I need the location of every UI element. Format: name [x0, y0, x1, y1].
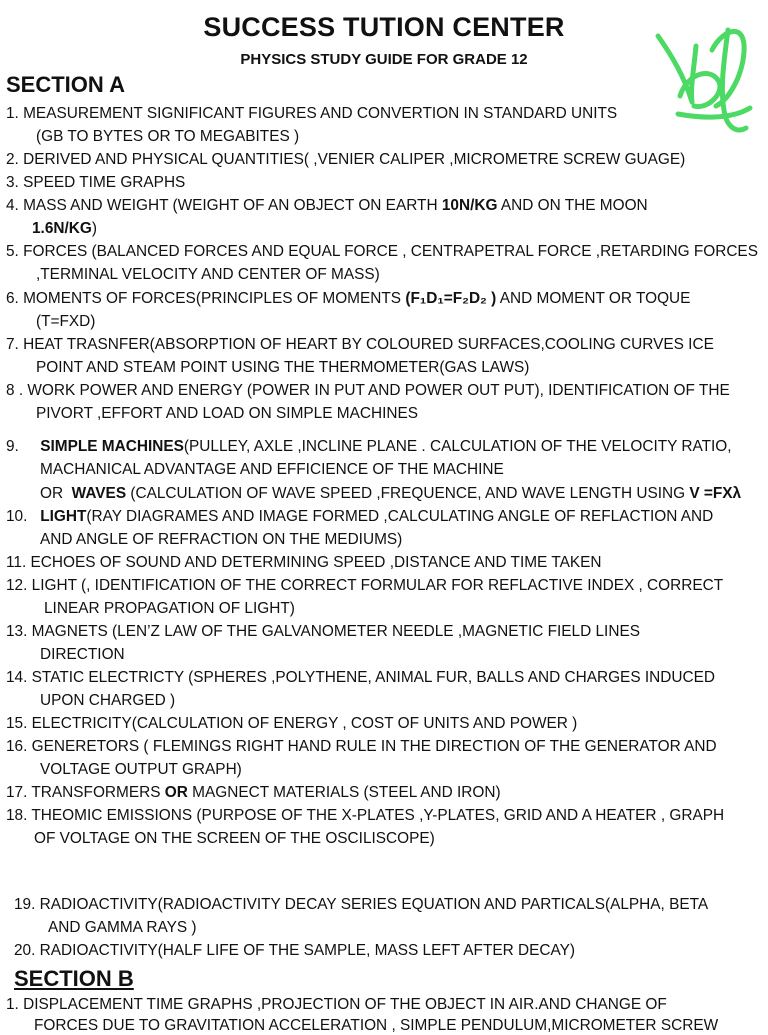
list-item-text: )	[91, 220, 98, 237]
document-subtitle: PHYSICS STUDY GUIDE FOR GRADE 12	[240, 51, 528, 68]
list-item-text: 15. ELECTRICITY(CALCULATION OF ENERGY , COST OF UNITS AND POWER )	[6, 715, 578, 732]
list-item-bold: SIMPLE MACHINES	[40, 438, 184, 455]
list-item	[6, 289, 690, 308]
list-item	[6, 196, 648, 215]
list-item-text: 16. GENERETORS ( FLEMINGS RIGHT HAND RULE IN THE DIRECTION OF THE GENERATOR AND	[6, 738, 717, 755]
list-item-bold: OR	[164, 784, 188, 801]
list-item-text: AND ANGLE OF REFRACTION ON THE MEDIUMS)	[40, 531, 403, 548]
list-item	[14, 895, 708, 914]
list-item	[36, 404, 418, 423]
list-item-bold: 10N/KG	[441, 197, 498, 214]
list-item-text: 10.	[6, 508, 41, 525]
list-item-text: OF VOLTAGE ON THE SCREEN OF THE OSCILISCOPE)	[34, 830, 435, 847]
list-item	[34, 829, 435, 848]
list-item-text: UPON CHARGED )	[40, 692, 176, 709]
list-item	[36, 358, 529, 377]
list-item-text: VOLTAGE OUTPUT GRAPH)	[40, 761, 242, 778]
list-item-text: AND MOMENT OR TOQUE	[496, 290, 691, 307]
list-item-bold: LIGHT	[40, 508, 87, 525]
list-item	[6, 806, 724, 825]
list-item	[40, 484, 741, 503]
list-item-text: MAGNECT MATERIALS (STEEL AND IRON)	[187, 784, 501, 801]
list-item	[6, 576, 723, 595]
list-item-text: 17. TRANSFORMERS	[6, 784, 165, 801]
list-item	[34, 1016, 718, 1035]
document-title: SUCCESS TUTION CENTER	[203, 12, 565, 42]
list-item	[6, 437, 732, 456]
list-item	[44, 599, 295, 618]
list-item-text: DIRECTION	[40, 646, 125, 663]
list-item-text: FORCES DUE TO GRAVITATION ACCELERATION , SIMPLE PENDULUM,MICROMETER SCREW	[34, 1017, 719, 1034]
list-item-text: (T=FXD)	[36, 313, 96, 330]
list-item-text: 2. DERIVED AND PHYSICAL QUANTITIES( ,VENIER CALIPER ,MICROMETRE SCREW GUAGE)	[6, 151, 686, 168]
list-item-text: LINEAR PROPAGATION OF LIGHT)	[44, 600, 295, 617]
list-item-text: 9.	[6, 438, 41, 455]
list-item-text: 12. LIGHT (, IDENTIFICATION OF THE CORRECT FORMULAR FOR REFLACTIVE INDEX , CORRECT	[6, 577, 724, 594]
list-item	[6, 242, 758, 261]
list-item	[6, 150, 685, 169]
list-item-text: 6. MOMENTS OF FORCES(PRINCIPLES OF MOMENTS	[6, 290, 406, 307]
list-item-text: (RAY DIAGRAMES AND IMAGE FORMED ,CALCULATING ANGLE OF REFLACTION AND	[86, 508, 714, 525]
list-item	[40, 530, 402, 549]
list-item-text: 4. MASS AND WEIGHT (WEIGHT OF AN OBJECT ON EARTH	[6, 197, 442, 214]
list-item-bold: (F₁D₁=F₂D₂ )	[405, 290, 497, 307]
list-item	[32, 219, 97, 238]
list-item-text: 8 . WORK POWER AND ENERGY (POWER IN PUT AND POWER OUT PUT), IDENTIFICATION OF THE	[6, 382, 730, 399]
list-item-text: 20. RADIOACTIVITY(HALF LIFE OF THE SAMPLE, MASS LEFT AFTER DECAY)	[14, 942, 576, 959]
list-item-bold: V =FXλ	[689, 485, 742, 502]
list-item	[40, 691, 175, 710]
list-item	[36, 127, 299, 146]
list-item	[6, 553, 602, 572]
list-item	[6, 381, 730, 400]
list-item-text: 14. STATIC ELECTRICTY (SPHERES ,POLYTHENE, ANIMAL FUR, BALLS AND CHARGES INDUCED	[6, 669, 715, 686]
list-item-text: 5. FORCES (BALANCED FORCES AND EQUAL FORCE , CENTRAPETRAL FORCE ,RETARDING FORCES	[6, 243, 758, 260]
section-b-heading: SECTION B	[14, 966, 134, 991]
list-item	[6, 104, 617, 123]
list-item-text: OR	[40, 485, 72, 502]
list-item	[48, 918, 197, 937]
list-item-text: 1. MEASUREMENT SIGNIFICANT FIGURES AND CONVERTION IN STANDARD UNITS	[6, 105, 618, 122]
list-item	[6, 995, 667, 1014]
list-item	[14, 941, 575, 960]
list-item-text: AND GAMMA RAYS )	[48, 919, 197, 936]
list-item	[6, 622, 640, 641]
list-item-text: 11. ECHOES OF SOUND AND DETERMINING SPEED ,DISTANCE AND TIME TAKEN	[6, 554, 602, 571]
list-item	[6, 335, 714, 354]
list-item-text: (CALCULATION OF WAVE SPEED ,FREQUENCE, AND WAVE LENGTH USING	[126, 485, 690, 502]
list-item	[36, 265, 380, 284]
section-a-heading: SECTION A	[6, 72, 125, 97]
list-item-text: POINT AND STEAM POINT USING THE THERMOMETER(GAS LAWS)	[36, 359, 530, 376]
list-item-text: AND ON THE MOON	[497, 197, 648, 214]
list-item-text: (GB TO BYTES OR TO MEGABITES )	[36, 128, 300, 145]
list-item	[40, 760, 242, 779]
list-item-bold: WAVES	[71, 485, 127, 502]
list-item	[6, 714, 577, 733]
list-item	[40, 645, 125, 664]
list-item-text: PIVORT ,EFFORT AND LOAD ON SIMPLE MACHINES	[36, 405, 418, 422]
list-item	[6, 783, 501, 802]
list-item	[36, 312, 95, 331]
list-item-text: 13. MAGNETS (LEN’Z LAW OF THE GALVANOMETER NEEDLE ,MAGNETIC FIELD LINES	[6, 623, 640, 640]
list-item-text: MACHANICAL ADVANTAGE AND EFFICIENCE OF THE MACHINE	[40, 461, 504, 478]
list-item-text: (PULLEY, AXLE ,INCLINE PLANE . CALCULATION OF THE VELOCITY RATIO,	[183, 438, 732, 455]
list-item	[6, 507, 713, 526]
list-item-text: 7. HEAT TRASNFER(ABSORPTION OF HEART BY COLOURED SURFACES,COOLING CURVES ICE	[6, 336, 714, 353]
list-item-text: 1. DISPLACEMENT TIME GRAPHS ,PROJECTION OF THE OBJECT IN AIR.AND CHANGE OF	[6, 996, 667, 1013]
list-item	[6, 668, 715, 687]
list-item-text: ,TERMINAL VELOCITY AND CENTER OF MASS)	[36, 266, 380, 283]
signature-icon	[650, 10, 760, 138]
list-item-text: 18. THEOMIC EMISSIONS (PURPOSE OF THE X-PLATES ,Y-PLATES, GRID AND A HEATER , GRAPH	[6, 807, 725, 824]
list-item-bold: 1.6N/KG	[32, 220, 92, 237]
list-item	[40, 460, 504, 479]
list-item-text: 3. SPEED TIME GRAPHS	[6, 174, 186, 191]
list-item-text: 19. RADIOACTIVITY(RADIOACTIVITY DECAY SERIES EQUATION AND PARTICALS(ALPHA, BETA	[14, 896, 709, 913]
list-item	[6, 737, 717, 756]
list-item	[6, 173, 185, 192]
